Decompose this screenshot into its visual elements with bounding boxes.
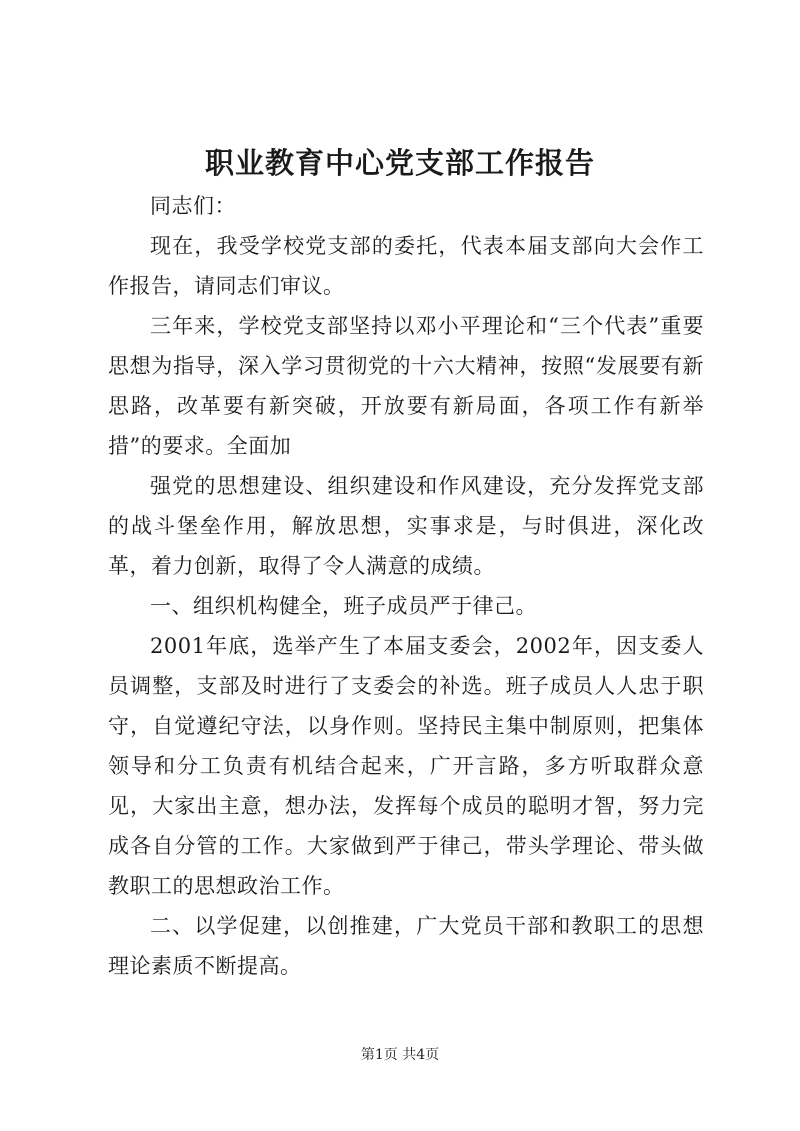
paragraph-salutation: 同志们：	[150, 194, 236, 218]
paragraph-intro: 现在，我受学校党支部的委托，代表本届支部向大会作工作报告，请同志们审议。	[108, 234, 704, 298]
section-heading-1: 一、组织机构健全，班子成员严于律己。	[150, 594, 537, 618]
paragraph-party-building: 强党的思想建设、组织建设和作风建设，充分发挥党支部的战斗堡垒作用，解放思想，实事求是，与时俱进，深化改革，着力创新，取得了令人满意的成绩。	[108, 474, 704, 578]
section-heading-2: 二、以学促建，以创推建，广大党员干部和教职工的思想理论素质不断提高。	[108, 914, 704, 978]
paragraph-three-years: 三年来，学校党支部坚持以邓小平理论和“三个代表”重要思想为指导，深入学习贯彻党的十六大精神，按照“发展要有新思路，改革要有新突破，开放要有新局面，各项工作有新举措”的要求。全面加	[108, 314, 704, 458]
document-body	[108, 186, 704, 986]
page-footer: 第1页 共4页	[360, 1047, 440, 1063]
document-title: 职业教育中心党支部工作报告	[204, 146, 595, 180]
paragraph-committee: 2001年底，选举产生了本届支委会，2002年，因支委人员调整，支部及时进行了支委会的补选。班子成员人人忠于职守，自觉遵纪守法，以身作则。坚持民主集中制原则，把集体领导和分工负责有机结合起来，广开言路，多方听取群众意见，大家出主意，想办法，发挥每个成员的聪明才智，努力完成各自分管的工作。大家做到严于律己，带头学理论、带头做教职工的思想政治工作。	[108, 634, 704, 898]
